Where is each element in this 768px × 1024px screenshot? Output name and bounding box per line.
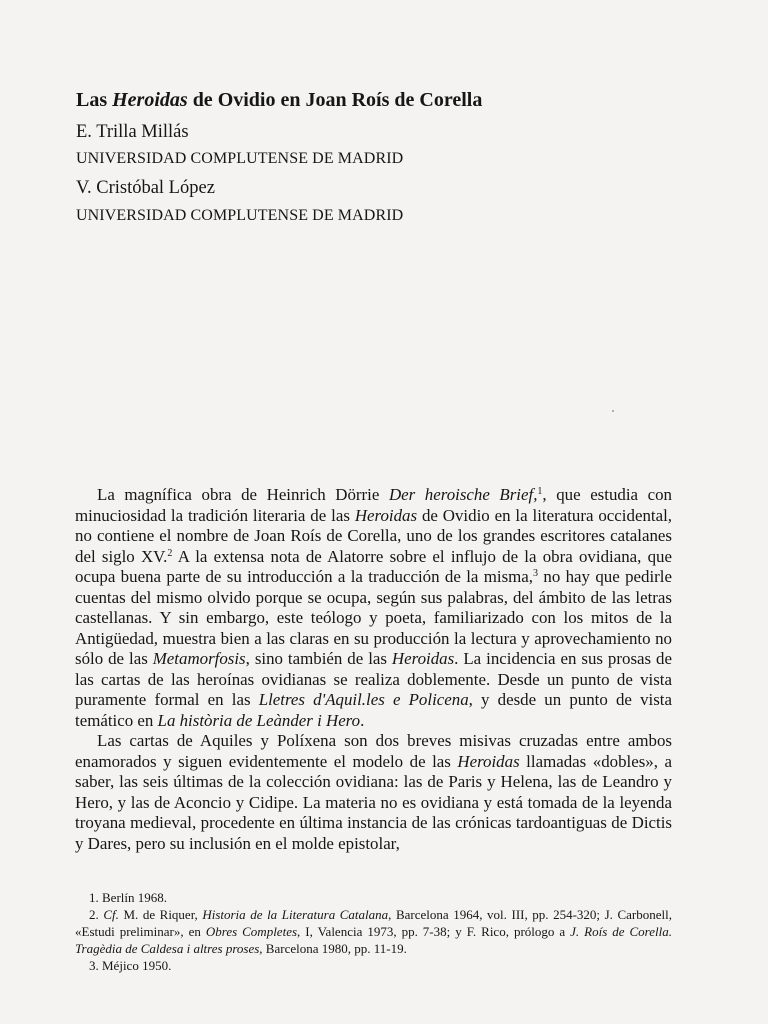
article-body bbox=[75, 485, 672, 854]
footnote-text: , Barcelona 1964, vol. III, pp. 254-320; J. Carbonell, «Estudi preliminar», en bbox=[75, 907, 672, 939]
footnotes bbox=[75, 889, 672, 974]
body-text: llamadas «dobles», a saber, las seis últimas de la colección ovidiana: las de Paris y Helena, las de Leandro y Hero, y las de Aconcio y Cidipe. La materia no es ovidiana y está tomada de la leyenda troyana medieval, procedente en última instancia de las crónicas tardoantiguas de Dictis y Dares, pero su inclusión en el molde epistolar, bbox=[75, 751, 672, 853]
footnote-1: 1. Berlín 1968. bbox=[89, 890, 167, 905]
title-prefix: Las bbox=[76, 89, 113, 111]
italic-cf: Cf. bbox=[103, 907, 119, 922]
body-text: de Ovidio en la literatura occidental, no contiene el nombre de Joan Roís de Corella, uno de los grandes escritores catalanes del siglo XV. bbox=[75, 505, 672, 566]
scan-speck bbox=[612, 410, 614, 412]
author-affiliation-1: UNIVERSIDAD COMPLUTENSE DE MADRID bbox=[76, 150, 404, 168]
footnote-ref-2[interactable]: 2 bbox=[167, 547, 173, 559]
body-text: La magnífica obra de Heinrich Dörrie bbox=[97, 485, 389, 504]
footnote-ref-1[interactable]: 1 bbox=[537, 486, 543, 497]
italic-tragedia-caldesa: J. Roís de Corella. Tragèdia de Caldesa i altres proses bbox=[75, 924, 672, 956]
body-text: , y desde un punto de vista temático en bbox=[75, 690, 672, 730]
italic-historia-literatura-catalana: Historia de la Literatura Catalana bbox=[202, 907, 389, 922]
footnote-3: 3. Méjico 1950. bbox=[89, 958, 172, 973]
italic-title-der-heroische-brief: Der heroische Brief, bbox=[388, 485, 538, 504]
italic-historia-leander: La història de Leànder i Hero bbox=[157, 710, 361, 730]
italic-heroidas: Heroidas bbox=[354, 505, 418, 525]
body-text: , sino también de las bbox=[245, 649, 392, 668]
title-italic-heroidas: Heroidas bbox=[112, 89, 188, 111]
italic-heroidas: Heroidas bbox=[457, 751, 520, 771]
author-name-2: V. Cristóbal López bbox=[76, 178, 215, 199]
body-paragraph-1 bbox=[75, 485, 672, 731]
article-header bbox=[76, 88, 482, 225]
footnote-text: M. de Riquer, bbox=[118, 907, 203, 922]
italic-metamorfosis: Metamorfosis bbox=[152, 649, 246, 668]
body-text: . bbox=[360, 710, 365, 730]
italic-heroidas: Heroidas bbox=[391, 649, 455, 668]
title-suffix: de Ovidio en Joan Roís de Corella bbox=[187, 89, 483, 111]
footnote-ref-3[interactable]: 3 bbox=[533, 568, 539, 579]
footnote-text: , Barcelona 1980, pp. 11-19. bbox=[259, 941, 407, 956]
body-paragraph-2 bbox=[75, 731, 672, 854]
body-text: , que estudia con minuciosidad la tradición literaria de las bbox=[75, 485, 673, 525]
footnote-2 bbox=[75, 906, 672, 957]
author-affiliation-2: UNIVERSIDAD COMPLUTENSE DE MADRID bbox=[76, 206, 404, 224]
italic-obres-completes: Obres Completes bbox=[205, 924, 298, 939]
footnote-text: 2. bbox=[89, 907, 104, 922]
body-text: Las cartas de Aquiles y Políxena son dos breves misivas cruzadas entre ambos enamorados y siguen evidentemente el modelo de las bbox=[75, 731, 672, 771]
author-name-1: E. Trilla Millás bbox=[76, 122, 189, 142]
body-text: no hay que pedirle cuentas del mismo olvido porque se ocupa, según sus palabras, del ámbito de las letras castellanas. Y sin embargo, este teólogo y poeta, familiarizado con los mitos de la Antigüedad, muestra bien a las claras en su producción la lectura y aprovechamiento no sólo de las bbox=[75, 567, 672, 668]
italic-lletres-aquilles: Lletres d'Aquil.les e Policena bbox=[258, 690, 469, 709]
article-title bbox=[76, 88, 482, 112]
body-text: . La incidencia en sus prosas de las cartas de las heroínas ovidianas se realiza doblemente. Desde un punto de vista puramente formal en las bbox=[75, 649, 672, 709]
body-text: A la extensa nota de Alatorre sobre el influjo de la obra ovidiana, que ocupa buena parte de su introducción a la traducción de la misma, bbox=[75, 546, 672, 586]
footnote-text: , I, Valencia 1973, pp. 7-38; y F. Rico, prólogo a bbox=[297, 924, 571, 939]
